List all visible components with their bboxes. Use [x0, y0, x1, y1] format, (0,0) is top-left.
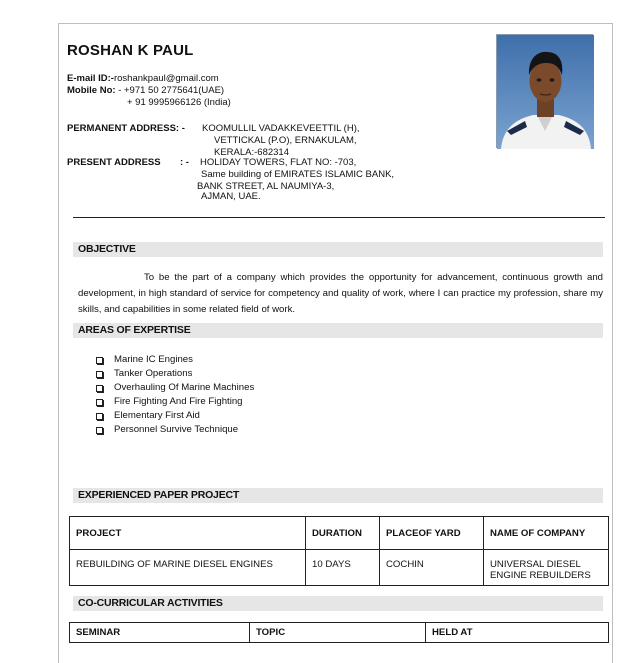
expertise-heading: AREAS OF EXPERTISE: [73, 323, 603, 338]
column-header: PLACEOF YARD: [380, 517, 484, 550]
list-item-label: Elementary First Aid: [114, 410, 200, 421]
square-bullet-icon: [96, 385, 103, 392]
table-cell: 10 DAYS: [306, 550, 380, 586]
list-item: [96, 381, 254, 395]
mobile-india: + 91 9995966126 (India): [127, 97, 231, 108]
mobile-uae: - +971 50 2775641(UAE): [115, 85, 225, 96]
square-bullet-icon: [96, 413, 103, 420]
square-bullet-icon: [96, 427, 103, 434]
header-divider: [73, 217, 605, 218]
mobile-line: [67, 85, 224, 97]
list-item-label: Tanker Operations: [114, 368, 193, 379]
list-item-label: Personnel Survive Technique: [114, 424, 239, 435]
present-address-line3: BANK STREET, AL NAUMIYA-3,: [197, 181, 335, 192]
column-header: HELD AT: [426, 623, 609, 643]
present-address-separator: : -: [180, 157, 189, 168]
permanent-address-label: PERMANENT ADDRESS: -: [67, 123, 185, 134]
present-address-line1: HOLIDAY TOWERS, FLAT NO: -703,: [200, 157, 357, 168]
email-line: [67, 73, 219, 85]
permanent-address-line3: KERALA:-682314: [214, 147, 289, 158]
column-header: SEMINAR: [70, 623, 250, 643]
table-row: [70, 550, 609, 586]
objective-heading: OBJECTIVE: [73, 242, 603, 257]
candidate-name: ROSHAN K PAUL: [67, 42, 194, 59]
column-header: NAME OF COMPANY: [484, 517, 609, 550]
projects-table: [69, 516, 609, 586]
column-header: PROJECT: [70, 517, 306, 550]
present-address-label: PRESENT ADDRESS: [67, 157, 161, 168]
permanent-address-line1: KOOMULLIL VADAKKEVEETTIL (H),: [202, 123, 360, 134]
table-cell: UNIVERSAL DIESEL ENGINE REBUILDERS: [484, 550, 609, 586]
square-bullet-icon: [96, 399, 103, 406]
list-item-label: Marine IC Engines: [114, 354, 193, 365]
present-address-line4: AJMAN, UAE.: [201, 191, 261, 202]
table-header-row: [70, 517, 609, 550]
list-item: [96, 367, 254, 381]
mobile-label: Mobile No:: [67, 85, 116, 96]
column-header: DURATION: [306, 517, 380, 550]
seminar-table: [69, 622, 609, 643]
table-header-row: [70, 623, 609, 643]
objective-body: To be the part of a company which provides the opportunity for advancement, continuous growth and development, in high standard of service for competency and quality of work, where I can practice my profession, share my skills, and capabilities in some related field of work.: [78, 272, 603, 315]
table-cell: REBUILDING OF MARINE DIESEL ENGINES: [70, 550, 306, 586]
email-value[interactable]: roshankpaul@gmail.com: [113, 73, 219, 84]
cocurricular-heading: CO-CURRICULAR ACTIVITIES: [73, 596, 603, 611]
projects-heading: EXPERIENCED PAPER PROJECT: [73, 488, 603, 503]
list-item: [96, 395, 254, 409]
list-item: [96, 409, 254, 423]
present-address-line2: Same building of EMIRATES ISLAMIC BANK,: [201, 169, 395, 180]
table-cell: COCHIN: [380, 550, 484, 586]
permanent-address-line2: VETTICKAL (P.O), ERNAKULAM,: [214, 135, 357, 146]
list-item: [96, 423, 254, 437]
list-item-label: Fire Fighting And Fire Fighting: [114, 396, 243, 407]
square-bullet-icon: [96, 371, 103, 378]
expertise-list: [96, 353, 254, 437]
column-header: TOPIC: [250, 623, 426, 643]
list-item-label: Overhauling Of Marine Machines: [114, 382, 255, 393]
list-item: [96, 353, 254, 367]
email-label: E-mail ID:-: [67, 73, 114, 84]
person-photo-icon: [497, 35, 594, 149]
profile-photo: [496, 34, 593, 148]
objective-text: [78, 270, 603, 318]
square-bullet-icon: [96, 357, 103, 364]
